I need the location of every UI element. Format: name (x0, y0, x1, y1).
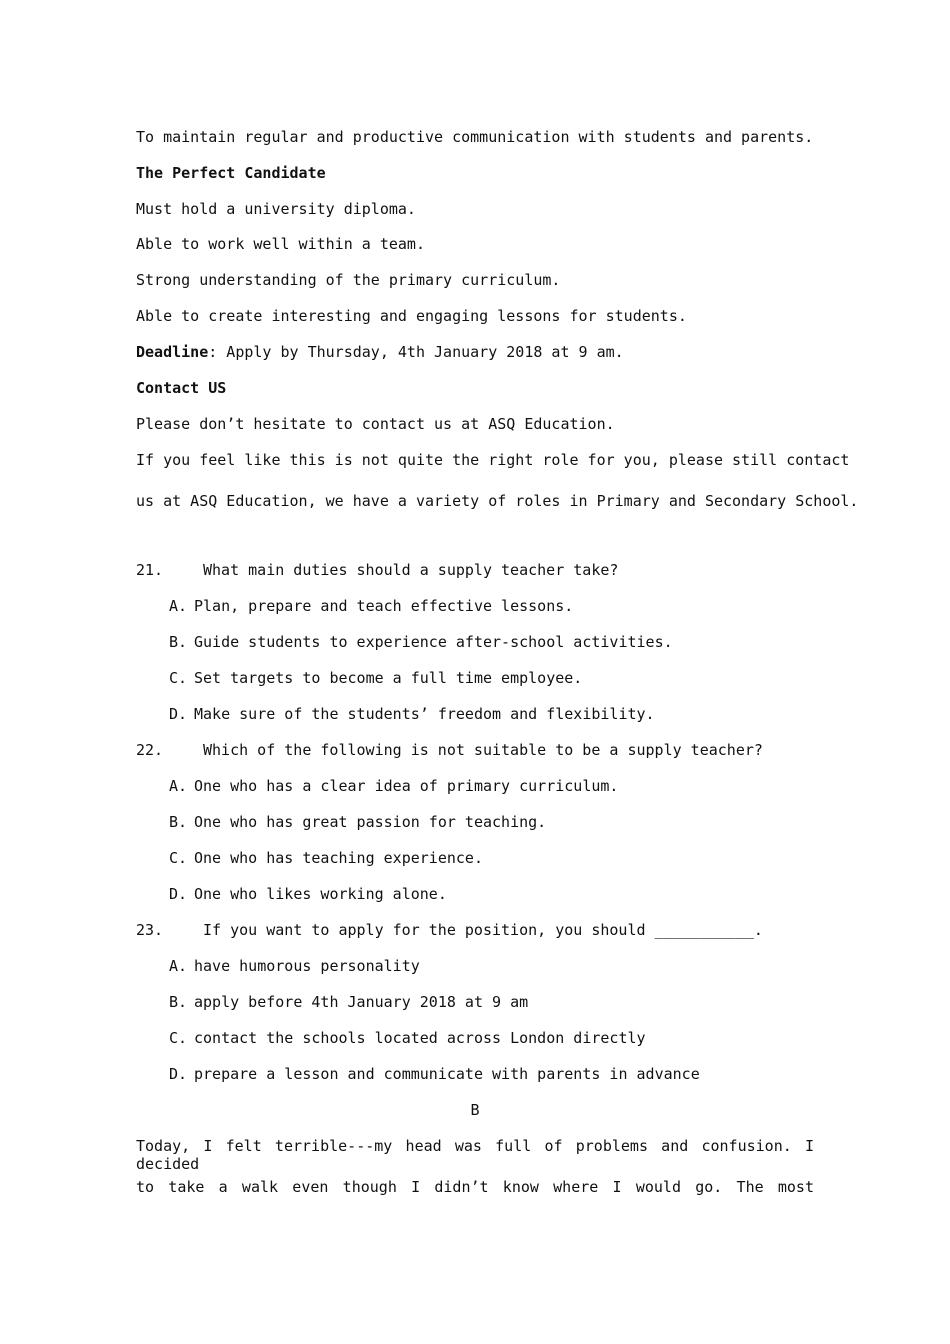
answer-option (169, 849, 483, 867)
option-text: Set targets to become a full time employee. (194, 669, 583, 687)
question-text: If you want to apply for the position, you should ___________. (203, 921, 763, 939)
question-number: 23. (136, 921, 164, 939)
option-text: One who has great passion for teaching. (194, 813, 547, 831)
option-text: Make sure of the students’ freedom and flexibility. (194, 705, 655, 723)
requirement-item: Strong understanding of the primary curriculum. (136, 271, 561, 289)
contact-line: us at ASQ Education, we have a variety of roles in Primary and Secondary School. (136, 492, 859, 510)
option-text: prepare a lesson and communicate with parents in advance (194, 1065, 700, 1083)
option-letter: C. (169, 669, 188, 687)
section-heading: B (470, 1101, 480, 1119)
passage-line: to take a walk even though I didn’t know where I would go. The most (136, 1178, 814, 1196)
option-text: contact the schools located across London directly (194, 1029, 646, 1047)
answer-option (169, 885, 447, 903)
answer-option (169, 597, 573, 615)
option-text: apply before 4th January 2018 at 9 am (194, 993, 529, 1011)
contact-heading: Contact US (136, 379, 227, 397)
option-letter: C. (169, 849, 188, 867)
deadline-text: : Apply by Thursday, 4th January 2018 at 9 am. (208, 343, 624, 361)
option-letter: A. (169, 957, 188, 975)
option-letter: D. (169, 885, 188, 903)
requirement-item: Able to work well within a team. (136, 235, 425, 253)
requirement-item: Must hold a university diploma. (136, 200, 416, 218)
requirement-item: Able to create interesting and engaging lessons for students. (136, 307, 687, 325)
candidate-heading: The Perfect Candidate (136, 164, 326, 182)
option-letter: B. (169, 993, 188, 1011)
deadline-line (136, 343, 624, 361)
option-text: One who has a clear idea of primary curriculum. (194, 777, 619, 795)
contact-line: Please don’t hesitate to contact us at ASQ Education. (136, 415, 615, 433)
contact-line: If you feel like this is not quite the right role for you, please still contact (136, 451, 850, 469)
option-letter: A. (169, 597, 188, 615)
answer-option (169, 957, 420, 975)
question-text: What main duties should a supply teacher take? (203, 561, 619, 579)
option-letter: B. (169, 633, 188, 651)
option-text: Plan, prepare and teach effective lessons. (194, 597, 574, 615)
answer-option (169, 1065, 700, 1083)
answer-option (169, 633, 673, 651)
answer-option (169, 705, 655, 723)
option-letter: C. (169, 1029, 188, 1047)
option-text: One who likes working alone. (194, 885, 447, 903)
question-number: 21. (136, 561, 164, 579)
passage-line: Today, I felt terrible---my head was full of problems and confusion. I decided (136, 1137, 814, 1173)
option-text: Guide students to experience after-school activities. (194, 633, 673, 651)
answer-option (169, 1029, 646, 1047)
answer-option (169, 813, 546, 831)
answer-option (169, 993, 528, 1011)
answer-option (169, 669, 582, 687)
option-letter: B. (169, 813, 188, 831)
question-number: 22. (136, 741, 164, 759)
question-text: Which of the following is not suitable to be a supply teacher? (203, 741, 763, 759)
option-text: One who has teaching experience. (194, 849, 483, 867)
option-letter: A. (169, 777, 188, 795)
intro-line: To maintain regular and productive communication with students and parents. (136, 128, 814, 146)
option-text: have humorous personality (194, 957, 420, 975)
deadline-label: Deadline (136, 343, 209, 361)
option-letter: D. (169, 1065, 188, 1083)
answer-option (169, 777, 618, 795)
option-letter: D. (169, 705, 188, 723)
